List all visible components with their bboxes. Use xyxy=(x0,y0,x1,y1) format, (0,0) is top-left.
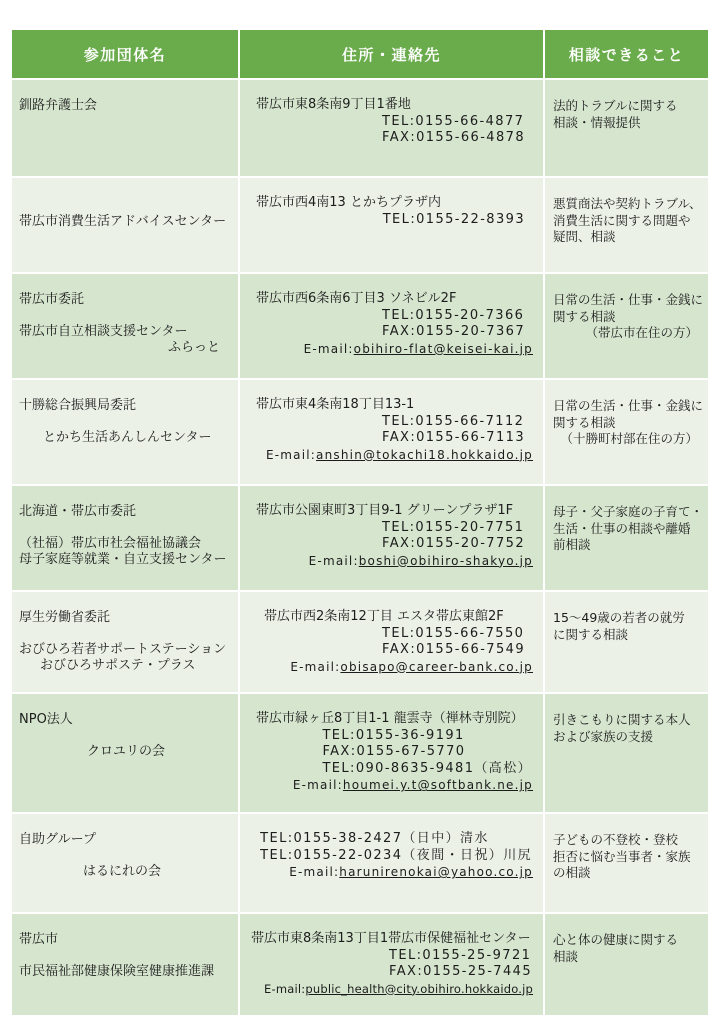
phone-list xyxy=(389,948,532,981)
fax-line: FAX:0155-20-7367 xyxy=(382,324,525,340)
organization-line: 帯広市消費生活アドバイスセンター xyxy=(19,214,227,229)
contact-cell xyxy=(240,814,543,912)
phone-list xyxy=(383,212,525,229)
phone-line: TEL:0155-20-7751 xyxy=(382,519,525,535)
organization-cell xyxy=(12,914,238,1015)
service-line: 疑問、相談 xyxy=(553,229,616,245)
organization-line: はるにれの会 xyxy=(83,863,162,879)
phone-group xyxy=(256,414,533,447)
phone-list xyxy=(322,728,532,778)
services-cell xyxy=(545,592,708,692)
email-line xyxy=(251,981,533,998)
organization-cell xyxy=(12,592,238,692)
service-line: に関する相談 xyxy=(553,626,629,642)
address-line: 帯広市西2条南12丁目 エスタ帯広東館2F xyxy=(264,609,504,624)
phone-line: TEL:090-8635-9481（高松） xyxy=(322,760,532,776)
service-line: 15～49歳の若者の就労 xyxy=(553,610,685,625)
email-line xyxy=(256,447,533,464)
header-services: 相談できること xyxy=(545,30,708,78)
service-line: 悪質商法や契約トラブル、 xyxy=(553,196,702,211)
service-line: （帯広市在住の方） xyxy=(585,325,698,341)
phone-list xyxy=(382,520,525,553)
service-line: 関する相談 xyxy=(553,308,616,324)
organization-line: （社福）帯広市社会福祉協議会 xyxy=(19,535,202,551)
email-line xyxy=(256,341,533,358)
service-line: の相談 xyxy=(553,865,591,881)
service-line: 関する相談 xyxy=(553,414,616,430)
organization-line: クロユリの会 xyxy=(87,743,166,759)
organization-line: 市民福祉部健康保険室健康推進課 xyxy=(19,963,215,979)
contact-cell xyxy=(240,592,543,692)
phone-list xyxy=(382,626,525,659)
phone-list xyxy=(382,308,525,341)
fax-line: FAX:0155-66-4878 xyxy=(382,130,525,146)
email-link[interactable]: obihiro-flat@keisei-kai.jp xyxy=(353,341,533,356)
service-line: 相談 xyxy=(553,948,579,964)
email-link[interactable]: public_health@city.obihiro.hokkaido.jp xyxy=(305,981,533,996)
organization-line: おびひろ若者サポートステーション xyxy=(19,641,227,657)
contact-cell xyxy=(240,486,543,590)
address-line: 帯広市東8条南13丁目1帯広市保健福祉センター xyxy=(251,931,531,946)
service-line: 日常の生活・仕事・金銭に xyxy=(553,398,704,413)
phone-line: TEL:0155-66-4877 xyxy=(382,113,525,129)
consultation-table xyxy=(12,30,708,1015)
services-cell xyxy=(545,486,708,590)
email-link[interactable]: houmei.y.t@softbank.ne.jp xyxy=(342,778,533,793)
service-line: 前相談 xyxy=(553,537,591,553)
address-line: 帯広市東8条南9丁目1番地 xyxy=(256,97,411,112)
phone-line: TEL:0155-25-9721 xyxy=(389,947,532,963)
services-cell xyxy=(545,80,708,176)
phone-group xyxy=(264,626,533,659)
contact-cell xyxy=(240,274,543,378)
address-line: 帯広市緑ヶ丘8丁目1-1 龍雲寺（禅林寺別院） xyxy=(256,711,524,726)
email-line xyxy=(256,553,533,570)
organization-line: 北海道・帯広市委託 xyxy=(19,504,137,519)
phone-group xyxy=(256,831,533,864)
contact-cell xyxy=(240,914,543,1015)
service-line: 拒否に悩む当事者・家族 xyxy=(553,848,691,864)
email-line xyxy=(256,864,533,881)
email-link[interactable]: boshi@obihiro-shakyo.jp xyxy=(358,553,533,568)
header-organization: 参加団体名 xyxy=(12,30,238,78)
contact-cell xyxy=(240,694,543,812)
fax-line: FAX:0155-25-7445 xyxy=(389,964,532,980)
phone-line: TEL:0155-36-9191 xyxy=(322,727,465,743)
services-cell xyxy=(545,694,708,812)
organization-cell xyxy=(12,178,238,272)
phone-line: TEL:0155-20-7366 xyxy=(382,307,525,323)
organization-line: 帯広市 xyxy=(19,932,59,947)
organization-line: とかち生活あんしんセンター xyxy=(43,429,212,445)
organization-line: 自助グループ xyxy=(19,832,96,847)
email-label: E-mail: xyxy=(264,981,306,996)
phone-list xyxy=(382,114,525,147)
service-line: 相談・情報提供 xyxy=(553,114,641,130)
service-line: 母子・父子家庭の子育て・ xyxy=(553,504,704,519)
service-line: 子どもの不登校・登校 xyxy=(553,832,679,847)
phone-group xyxy=(251,948,533,981)
organization-line: NPO法人 xyxy=(19,712,73,727)
phone-group xyxy=(256,728,533,778)
contact-cell xyxy=(240,178,543,272)
services-cell xyxy=(545,274,708,378)
service-line: および家族の支援 xyxy=(553,728,654,744)
organization-cell xyxy=(12,380,238,484)
phone-line: TEL:0155-22-0234（夜間・日祝）川尻 xyxy=(260,847,532,863)
organization-line: ふらっと xyxy=(167,340,220,356)
organization-line: おびひろサポステ・プラス xyxy=(40,658,196,674)
email-line xyxy=(256,777,533,794)
phone-line: TEL:0155-38-2427（日中）清水 xyxy=(260,831,489,846)
address-line: 帯広市西6条南6丁目3 ソネビル2F xyxy=(256,291,457,306)
address-line: 帯広市西4南13 とかちプラザ内 xyxy=(256,195,441,210)
organization-line: 帯広市委託 xyxy=(19,292,85,307)
organization-cell xyxy=(12,274,238,378)
phone-group xyxy=(256,308,533,341)
email-label: E-mail: xyxy=(265,447,317,462)
service-line: 引きこもりに関する本人 xyxy=(553,712,691,727)
service-line: 心と体の健康に関する xyxy=(553,932,679,947)
service-line: 日常の生活・仕事・金銭に xyxy=(553,292,704,307)
phone-group xyxy=(256,520,533,553)
service-line: 消費生活に関する問題や xyxy=(553,212,691,228)
fax-line: FAX:0155-67-5770 xyxy=(322,744,466,760)
phone-list xyxy=(260,831,532,864)
phone-group xyxy=(256,114,533,147)
services-cell xyxy=(545,814,708,912)
email-link[interactable]: anshin@tokachi18.hokkaido.jp xyxy=(316,447,533,462)
email-label: E-mail: xyxy=(303,341,354,356)
email-line xyxy=(264,659,533,676)
email-label: E-mail: xyxy=(308,553,359,568)
organization-line: 母子家庭等就業・自立支援センター xyxy=(19,552,227,568)
phone-line: TEL:0155-66-7550 xyxy=(382,625,525,641)
email-link[interactable]: harunirenokai@yahoo.co.jp xyxy=(339,865,533,880)
phone-group xyxy=(256,212,533,229)
service-line: （十勝町村部在住の方） xyxy=(560,431,698,447)
services-cell xyxy=(545,380,708,484)
email-label: E-mail: xyxy=(290,659,341,674)
organization-line: 帯広市自立相談支援センター xyxy=(19,323,188,339)
fax-line: FAX:0155-66-7113 xyxy=(382,430,525,446)
organization-line: 厚生労働省委託 xyxy=(19,610,111,625)
organization-line: 釧路弁護士会 xyxy=(19,98,98,113)
service-line: 法的トラブルに関する xyxy=(553,98,678,113)
organization-cell xyxy=(12,694,238,812)
contact-cell xyxy=(240,380,543,484)
email-label: E-mail: xyxy=(292,778,343,793)
phone-line: TEL:0155-66-7112 xyxy=(382,413,525,429)
phone-list xyxy=(382,414,525,447)
header-contact: 住所・連絡先 xyxy=(240,30,543,78)
address-line: 帯広市東4条南18丁目13-1 xyxy=(256,397,415,412)
service-line: 生活・仕事の相談や離婚 xyxy=(553,520,691,536)
contact-cell xyxy=(240,80,543,176)
email-label: E-mail: xyxy=(289,865,340,880)
services-cell xyxy=(545,178,708,272)
phone-line: TEL:0155-22-8393 xyxy=(382,211,525,227)
organization-cell xyxy=(12,80,238,176)
services-cell xyxy=(545,914,708,1015)
email-link[interactable]: obisapo@career-bank.co.jp xyxy=(340,659,533,674)
organization-cell xyxy=(12,814,238,912)
fax-line: FAX:0155-66-7549 xyxy=(382,642,525,658)
organization-cell xyxy=(12,486,238,590)
fax-line: FAX:0155-20-7752 xyxy=(382,536,525,552)
address-line: 帯広市公園東町3丁目9-1 グリーンプラザ1F xyxy=(256,503,514,518)
organization-line: 十勝総合振興局委託 xyxy=(19,398,137,413)
